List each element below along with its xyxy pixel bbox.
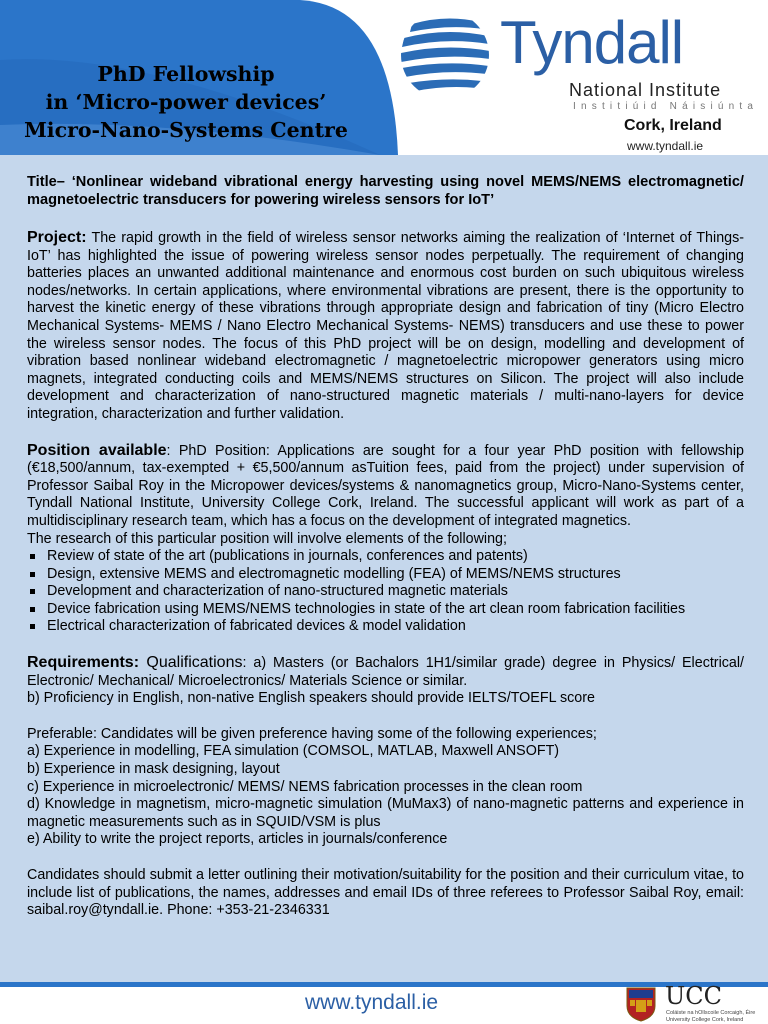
research-intro: The research of this particular position will involve elements of the following; [27,530,507,547]
requirements-label: Requirements: [27,654,140,672]
qualifications-label: Qualifications [139,654,243,672]
bullet-item: Electrical characterization of fabricated devices & model validation [27,618,744,636]
ucc-subtitle: Coláiste na hOllscoile Corcaigh, Éire University College Cork, Ireland [666,1010,756,1023]
poster-title-line-1: PhD Fellowship [97,62,275,86]
spacer [27,849,744,867]
bullet-item: Design, extensive MEMS and electromagnetic modelling (FEA) of MEMS/NEMS structures [27,566,744,584]
project-text: The rapid growth in the field of wireless sensor networks aiming the realization of ‘Internet of Things- IoT’ has highlighted the issue of powering wireless sensor nodes perpetually. The requirement of changing batteries places an unwanted additional maintenance and enormous cost burden on such ubiquitous wireless nodes/networks. In certain applications, where environmental vibrations are present, there is the opportunity to harvest the kinetic energy of these vibrations through appropriate design and fabrication of tiny (Micro Electro Mechanical Systems- MEMS / Nano Electro Mechanical Systems- NEMS) transducers and use these to power the wireless sensor nodes. The focus of this PhD project will be on design, modelling and development of vibration based nonlinear wideband electromagnetic / magnetoelectric micropower generators using micro magnets, integrated conducting coils and MEMS/NEMS structures on Silicon. The project will also include development and characterization of nano-structured magnetic materials / multi-nano-layers for device integration, characterization and further validation. [27,230,744,422]
bullet-item: Review of state of the art (publications in journals, conferences and patents) [27,548,744,566]
bullet-item: Device fabrication using MEMS/NEMS technologies in state of the art clean room fabrication facilities [27,601,744,619]
spacer [27,636,744,654]
ucc-logo [625,982,760,1024]
ucc-wordmark: UCC [665,982,722,1010]
title-label: Title– [27,174,65,190]
preferable-item-a: a) Experience in modelling, FEA simulation (COMSOL, MATLAB, Maxwell ANSOFT) [27,743,560,760]
footer-url-link[interactable]: www.tyndall.ie [305,991,439,1014]
position-section [27,442,744,531]
irish-subtitle: Institiúid Náisiúnta [573,101,759,112]
preferable-item-b: b) Experience in mask designing, layout [27,761,280,778]
project-section [27,229,744,424]
logo-url-link[interactable]: www.tyndall.ie [627,139,704,153]
position-text: : PhD Position: Applications are sought for a four year PhD position with fellowship (€18,500/annum, tax-exempted + €5,500/annum asTuition fees, paid from the project) under supervision of Professor Saibal Roy in the Micropower devices/systems & nanomagnetics group, Micro-Nano-Systems center, Tyndall National Institute, University College Cork, Ireland. The successful applicant will work as part of a multidisciplinary research team, which has a focus on the development of integrated magnetics. [27,442,745,529]
spacer [27,424,744,442]
tyndall-wordmark: Tyndall [500,9,684,76]
national-institute-label: National Institute [569,80,722,100]
preferable-intro: Preferable: Candidates will be given preference having some of the following experiences; [27,725,597,742]
position-label: Position available [27,441,167,459]
preferable-item-d: d) Knowledge in magnetism, micro-magnetic simulation (MuMax3) of nano-magnetic patterns and experience in magnetic measurements such as in SQUID/VSM is plus [27,796,744,830]
project-title [27,174,744,209]
spacer [27,708,744,726]
preferable-item-e: e) Ability to write the project reports, articles in journals/conference [27,831,448,848]
project-label: Project: [27,229,87,246]
tyndall-logo [400,6,760,152]
fellowship-body [27,174,744,920]
poster-title-line-3: Micro-Nano-Systems Centre [24,118,348,142]
header-banner [0,0,768,155]
english-requirement: b) Proficiency in English, non-native English speakers should provide IELTS/TOEFL score [27,690,595,707]
tyndall-globe-icon [400,10,490,100]
qualifications-text: : a) Masters (or Bachalors 1H1/similar grade) degree in Physics/ Electrical/ Electronic/ Mechanical/ Microelectronics/ Materials Science or similar. [27,655,744,689]
ucc-crest-icon [625,986,657,1022]
city-label: Cork, Ireland [624,117,722,134]
requirements-section [27,654,744,690]
bullet-item: Development and characterization of nano-structured magnetic materials [27,583,744,601]
title-text: ‘Nonlinear wideband vibrational energy harvesting using novel MEMS/NEMS electromagnetic/ magnetoelectric transducers for powering wireless sensors for IoT’ [27,174,744,208]
poster-title [0,60,372,144]
preferable-item-c: c) Experience in microelectronic/ MEMS/ NEMS fabrication processes in the clean room [27,778,583,795]
research-bullet-list [27,548,744,636]
poster-title-line-2: in ‘Micro-power devices’ [45,90,327,114]
application-instructions: Candidates should submit a letter outlining their motivation/suitability for the position and their curriculum vitae, to include list of publications, the names, addresses and email IDs of three referees to Professor Saibal Roy, email: saibal.roy@tyndall.ie. Phone: +353-21-2346331 [27,867,744,919]
